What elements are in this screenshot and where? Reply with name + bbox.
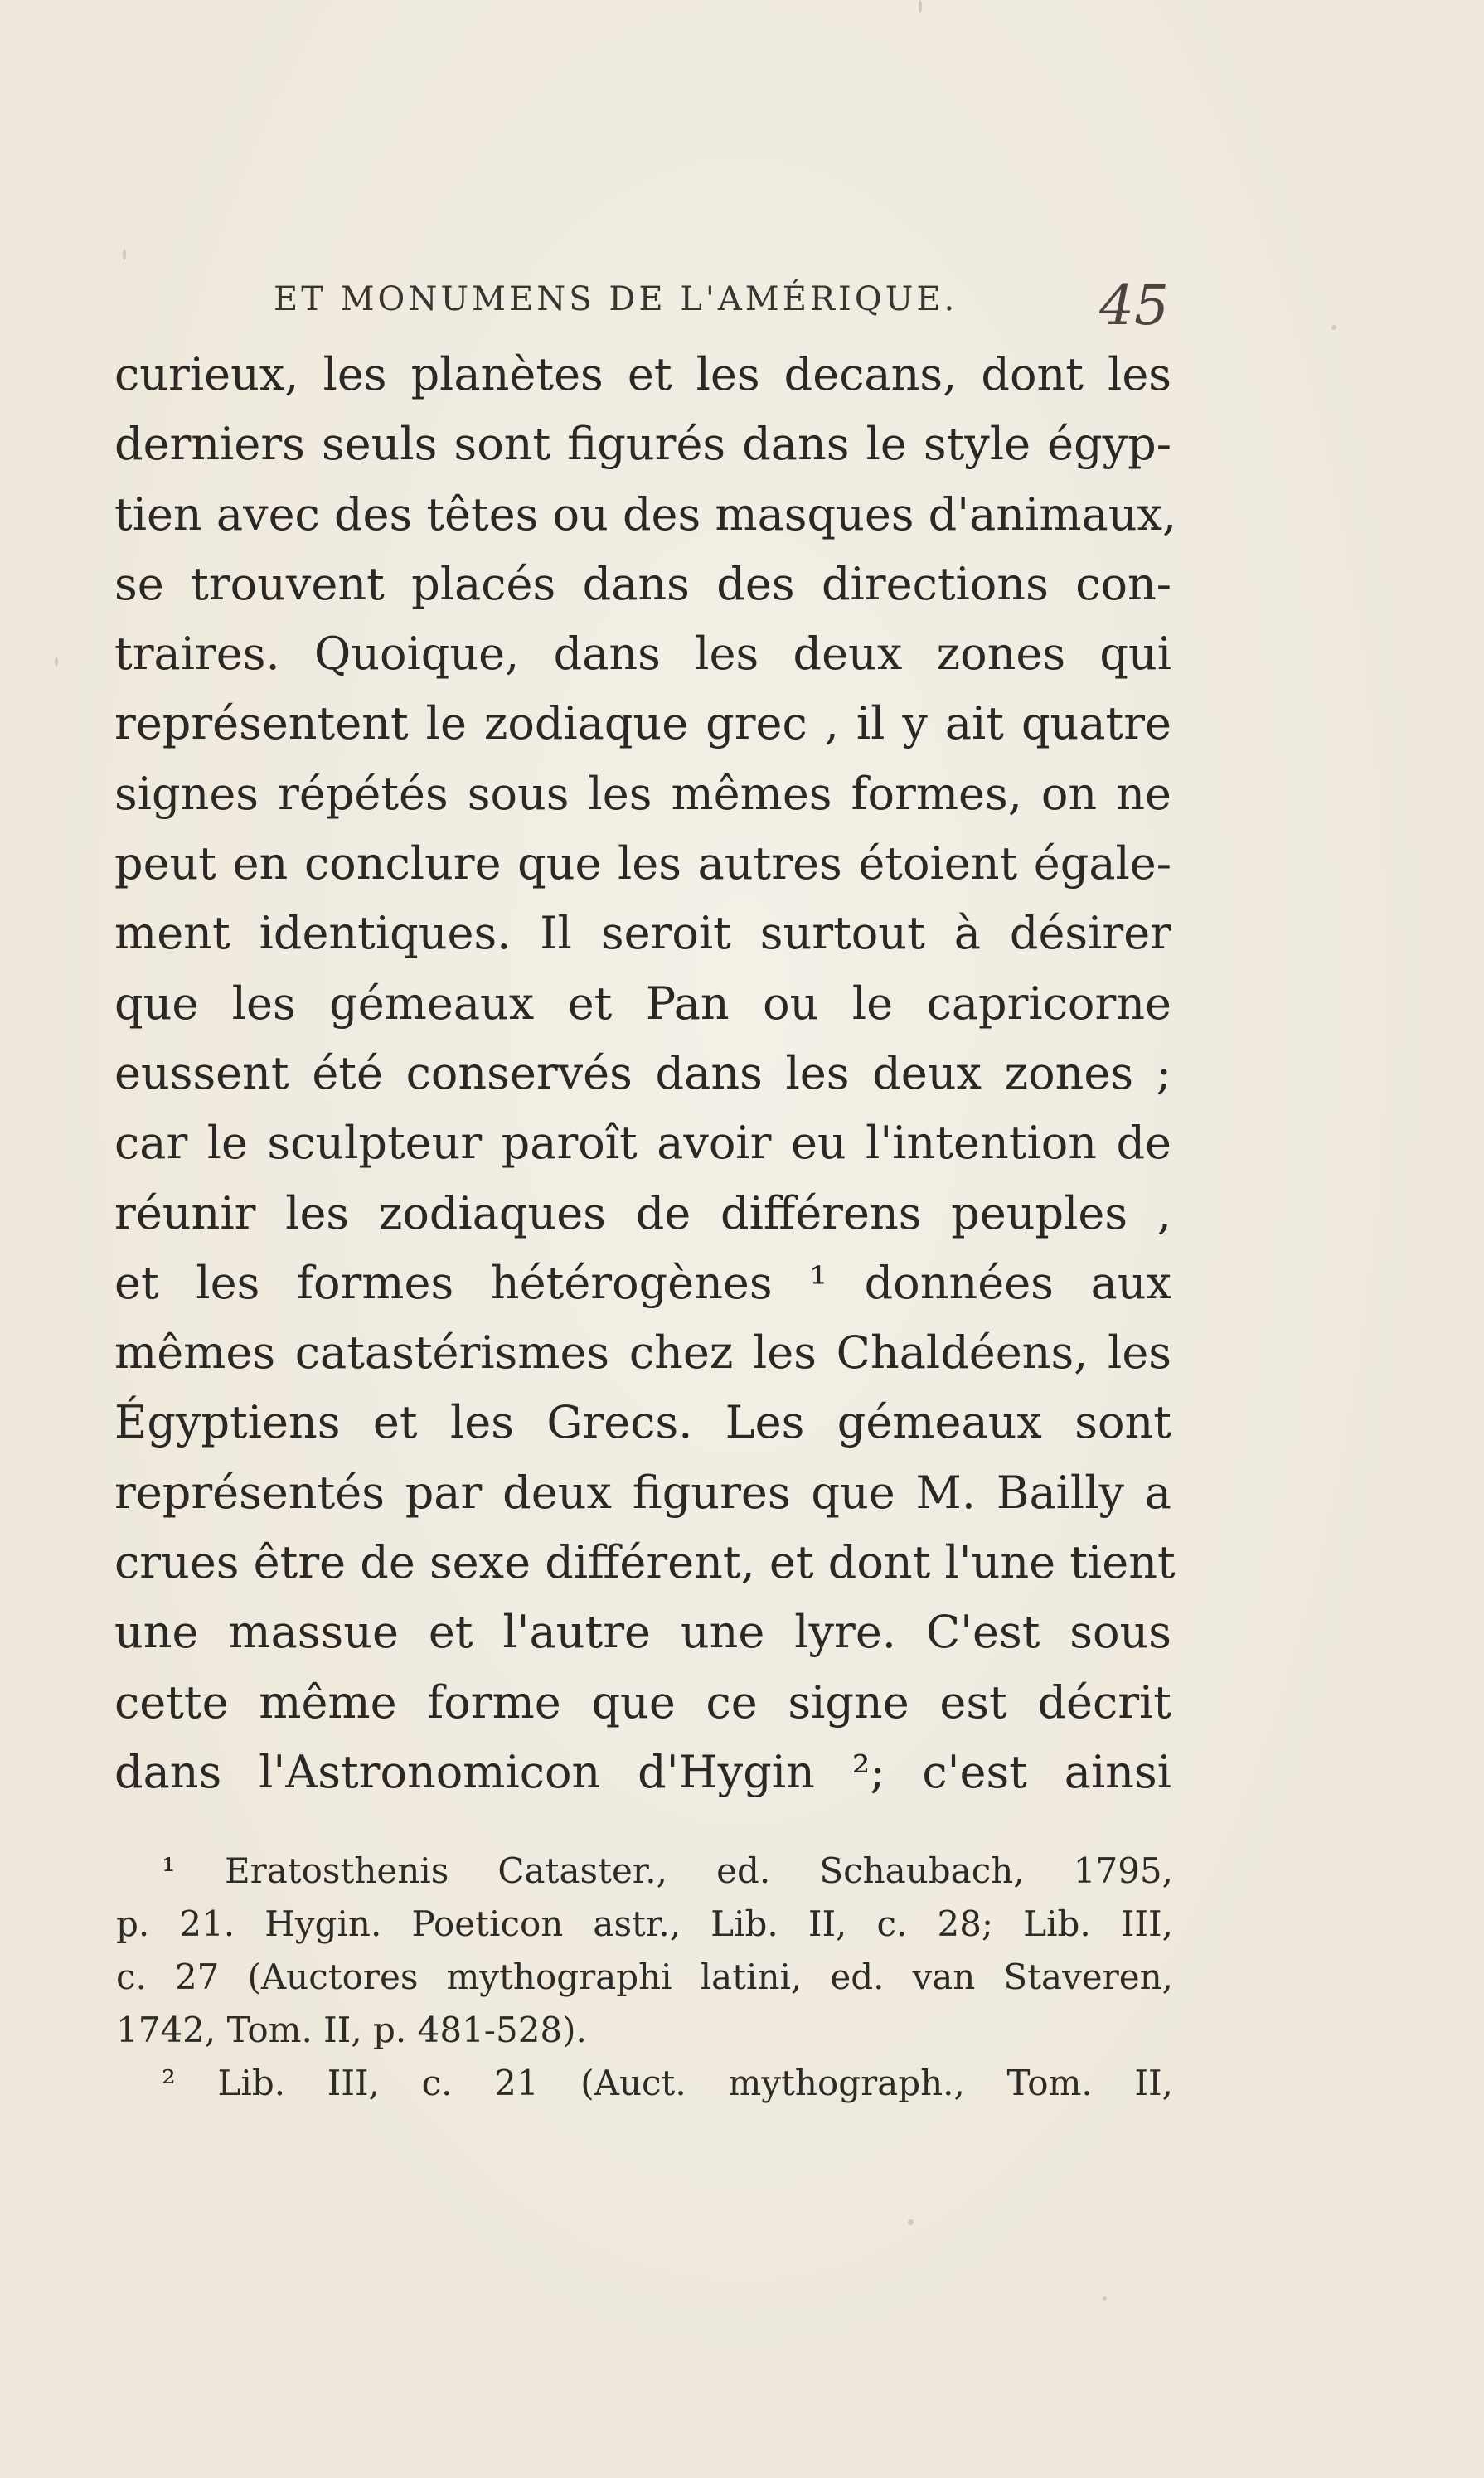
running-title: ET MONUMENS DE L'AMÉRIQUE. (274, 280, 958, 318)
paper-speck (919, 0, 922, 13)
page-number: 45 (1099, 274, 1169, 337)
text-line: et les formes hétérogènes ¹ données aux (114, 1256, 1171, 1309)
text-line: crues être de sexe différent, et dont l'une tient (114, 1536, 1176, 1589)
text-line: car le sculpteur paroît avoir eu l'intention de (114, 1117, 1171, 1170)
text-line: une massue et l'autre une lyre. C'est sous (114, 1606, 1171, 1659)
text-line: signes répétés sous les mêmes formes, on ne (114, 767, 1171, 820)
text-line: mêmes catastérismes chez les Chaldéens, les (114, 1326, 1171, 1380)
body-text (114, 340, 1177, 1807)
text-line: eussent été conservés dans les deux zones ; (114, 1046, 1171, 1099)
paper-speck (1331, 325, 1336, 330)
running-head (116, 274, 1169, 337)
footnote-line: ¹ Eratosthenis Cataster., ed. Schaubach, 1795, (162, 1850, 1173, 1891)
footnote-line: 1742, Tom. II, p. 481-528). (116, 2010, 587, 2050)
text-line: réunir les zodiaques de différens peuples , (114, 1186, 1171, 1239)
text-line: ment identiques. Il seroit surtout à désirer (114, 907, 1171, 960)
text-line: cette même forme que ce signe est décrit (114, 1675, 1171, 1729)
text-line: représentent le zodiaque grec , il y ait quatre (114, 697, 1171, 750)
text-line: derniers seuls sont figurés dans le style égyp- (114, 418, 1171, 471)
footnote-line: c. 27 (Auctores mythographi latini, ed. van Staveren, (116, 1957, 1173, 1997)
paper-speck (123, 249, 126, 260)
footnote-line: p. 21. Hygin. Poeticon astr., Lib. II, c. 28; Lib. III, (116, 1903, 1173, 1944)
text-line: que les gémeaux et Pan ou le capricorne (114, 977, 1171, 1030)
paper-speck (908, 2219, 914, 2225)
text-line: Égyptiens et les Grecs. Les gémeaux sont (114, 1396, 1171, 1449)
footnotes (116, 1845, 1173, 2110)
text-line: se trouvent placés dans des directions con- (114, 557, 1171, 610)
text-line: traires. Quoique, dans les deux zones qui (114, 628, 1171, 681)
paper-speck (55, 657, 58, 667)
paper-speck (1103, 2296, 1107, 2301)
text-line: curieux, les planètes et les decans, dont les (114, 348, 1171, 400)
text-line: peut en conclure que les autres étoient égale- (114, 837, 1171, 890)
text-line: dans l'Astronomicon d'Hygin ²; c'est ainsi (114, 1745, 1171, 1798)
text-line: tien avec des têtes ou des masques d'animaux, (114, 487, 1177, 541)
text-line: représentés par deux figures que M. Bailly a (114, 1466, 1171, 1519)
footnote-line: ² Lib. III, c. 21 (Auct. mythograph., Tom. II, (162, 2063, 1173, 2103)
